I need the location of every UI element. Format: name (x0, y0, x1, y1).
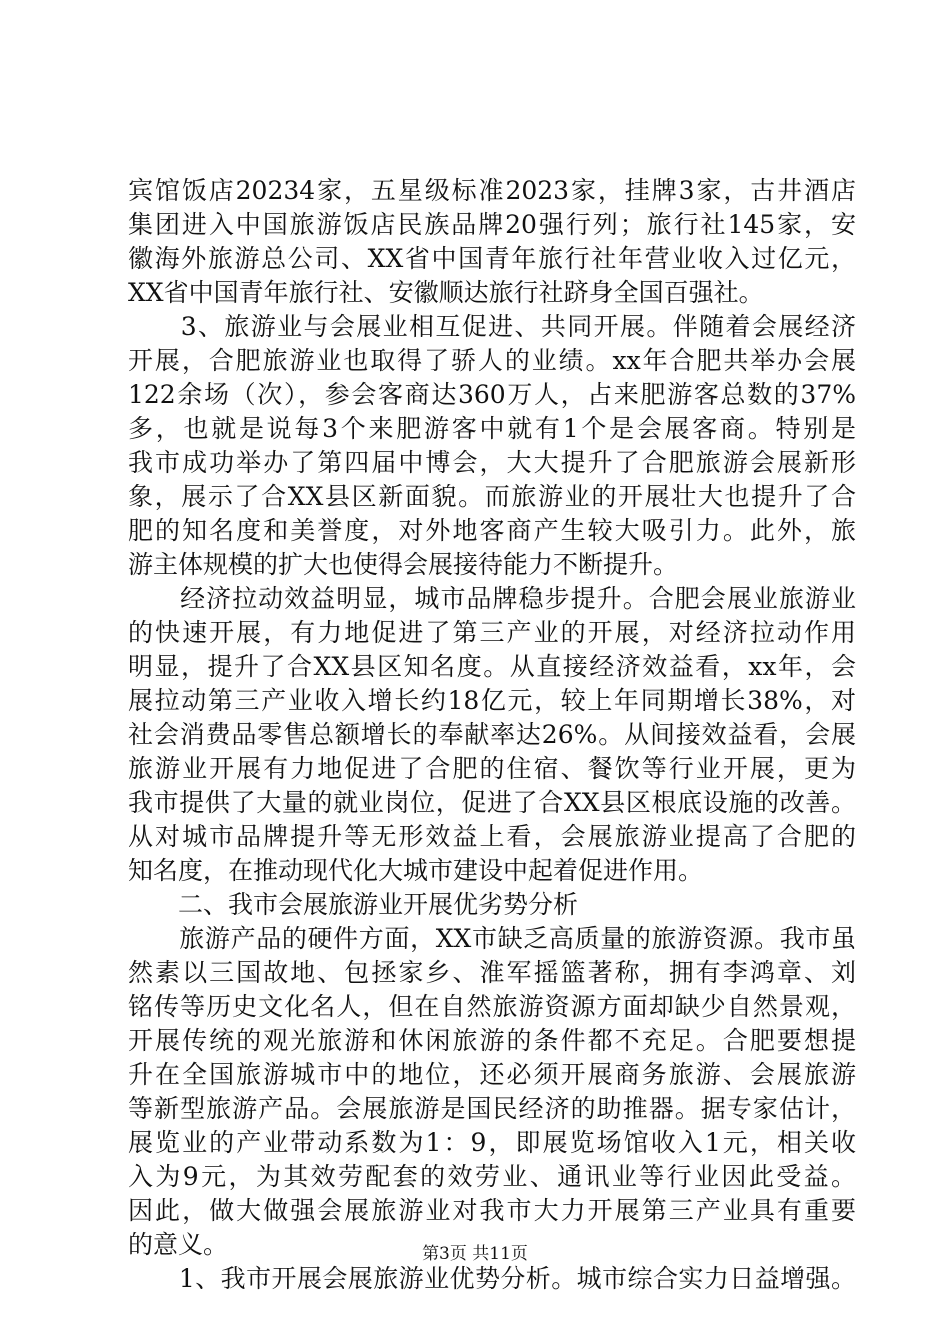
text-line: 我市提供了大量的就业岗位，促进了合XX县区根底设施的改善。 (128, 788, 856, 817)
text-line: 集团进入中国旅游饭店民族品牌20强行列；旅行社145家，安 (128, 210, 856, 239)
text-line: 我市成功举办了第四届中博会，大大提升了合肥旅游会展新形 (128, 448, 856, 477)
text-line: 开展，合肥旅游业也取得了骄人的业绩。xx年合肥共举办会展 (128, 346, 856, 375)
text-line: 游主体规模的扩大也使得会展接待能力不断提升。 (128, 550, 679, 579)
text-line: 因此，做大做强会展旅游业对我市大力开展第三产业具有重要 (128, 1196, 856, 1225)
page-footer (0, 1244, 950, 1264)
text-line: 肥的知名度和美誉度，对外地客商产生较大吸引力。此外，旅 (128, 516, 856, 545)
body-text (128, 174, 856, 1296)
text-line: 铭传等历史文化名人，但在自然旅游资源方面却缺少自然景观， (128, 992, 856, 1021)
text-line: 象，展示了合XX县区新面貌。而旅游业的开展壮大也提升了合 (128, 482, 856, 511)
text-line: 3、旅游业与会展业相互促进、共同开展。伴随着会展经济 (128, 312, 856, 341)
text-line: 知名度，在推动现代化大城市建设中起着促进作用。 (128, 856, 704, 885)
section-heading: 二、我市会展旅游业开展优劣势分析 (128, 890, 579, 919)
text-line: 的快速开展，有力地促进了第三产业的开展，对经济拉动作用 (128, 618, 856, 647)
text-line: 的意义。 (128, 1230, 229, 1259)
text-line: 宾馆饭店20234家，五星级标准2023家，挂牌3家，古井酒店 (128, 176, 856, 205)
text-line: XX省中国青年旅行社、安徽顺达旅行社跻身全国百强社。 (128, 278, 764, 307)
text-line: 1、我市开展会展旅游业优势分析。城市综合实力日益增强。 (128, 1264, 856, 1293)
text-line: 然素以三国故地、包拯家乡、淮军摇篮著称，拥有李鸿章、刘 (128, 958, 856, 987)
text-line: 展览业的产业带动系数为1：9，即展览场馆收入1元，相关收 (128, 1128, 856, 1157)
text-line: 开展传统的观光旅游和休闲旅游的条件都不充足。合肥要想提 (128, 1026, 856, 1055)
text-line: 展拉动第三产业收入增长约18亿元，较上年同期增长38%，对 (128, 686, 856, 715)
text-line: 经济拉动效益明显，城市品牌稳步提升。合肥会展业旅游业 (128, 584, 856, 613)
text-line: 旅游业开展有力地促进了合肥的住宿、餐饮等行业开展，更为 (128, 754, 856, 783)
text-line: 明显，提升了合XX县区知名度。从直接经济效益看，xx年，会 (128, 652, 856, 681)
text-line: 升在全国旅游城市中的地位，还必须开展商务旅游、会展旅游 (128, 1060, 856, 1089)
text-line: 多，也就是说每3个来肥游客中就有1个是会展客商。特别是 (128, 414, 856, 443)
text-line: 从对城市品牌提升等无形效益上看，会展旅游业提高了合肥的 (128, 822, 856, 851)
page-number: 第3页 共11页 (422, 1244, 528, 1264)
text-line: 徽海外旅游总公司、XX省中国青年旅行社年营业收入过亿元， (128, 244, 856, 273)
text-line: 入为9元，为其效劳配套的效劳业、通讯业等行业因此受益。 (128, 1162, 856, 1191)
text-line: 旅游产品的硬件方面，XX市缺乏高质量的旅游资源。我市虽 (128, 924, 856, 953)
text-line: 社会消费品零售总额增长的奉献率达26%。从间接效益看，会展 (128, 720, 856, 749)
text-line: 等新型旅游产品。会展旅游是国民经济的助推器。据专家估计， (128, 1094, 856, 1123)
text-line: 122余场（次），参会客商达360万人，占来肥游客总数的37% (128, 380, 856, 409)
